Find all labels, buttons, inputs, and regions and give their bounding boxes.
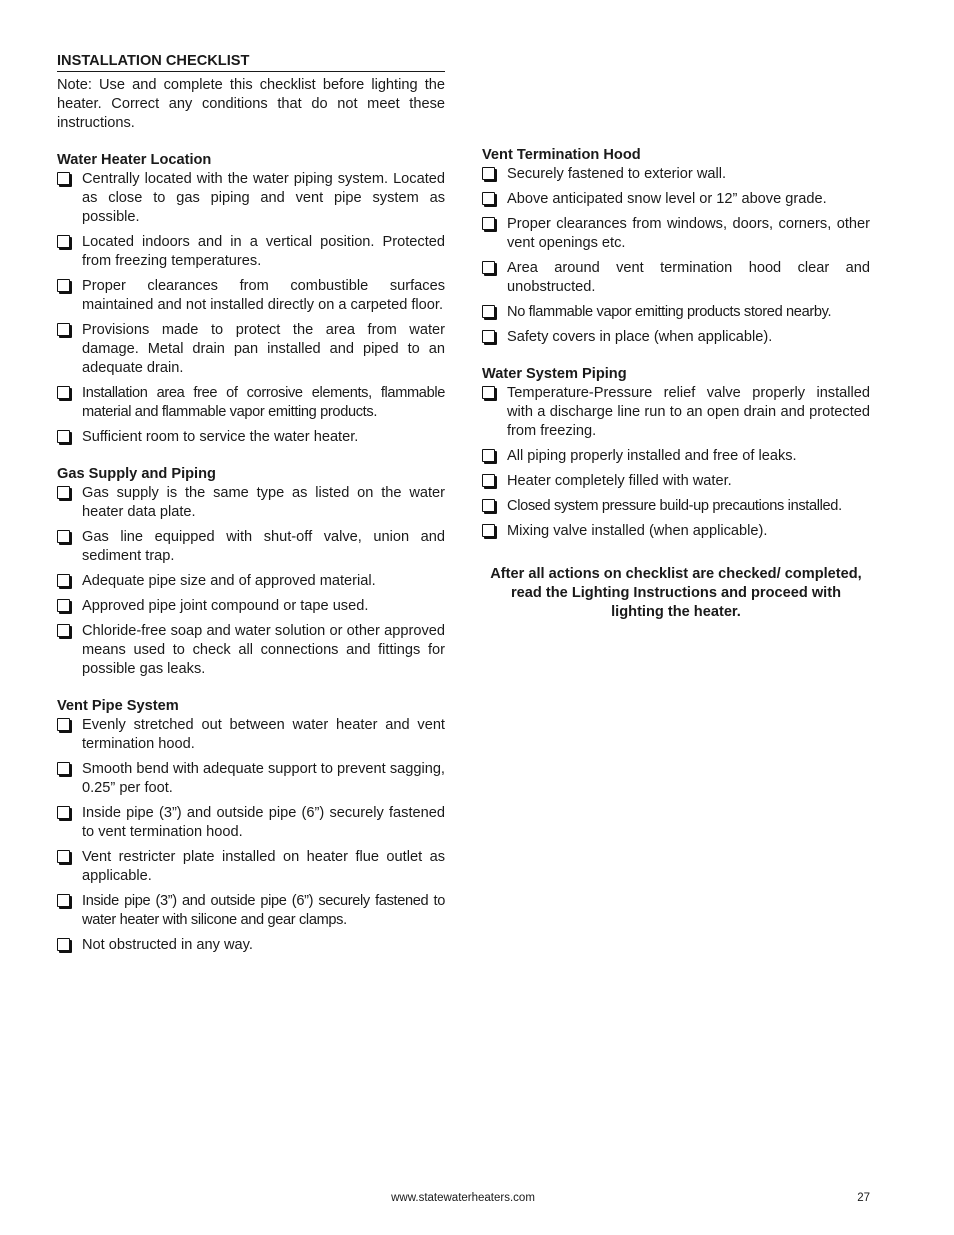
checklist-item [482,303,870,322]
checklist-item-text: Installation area free of corrosive elements, flammable material and flammable vapor emitting products. [82,385,445,420]
checklist-item-text: Not obstructed in any way. [82,937,253,953]
checkbox-icon[interactable] [482,261,495,274]
checklist-item-text: Vent restricter plate installed on heater flue outlet as applicable. [82,849,445,884]
checklist-item [57,233,445,271]
checkbox-icon[interactable] [57,172,70,185]
checklist-item [57,622,445,679]
checklist-item [57,848,445,886]
checklist-item-text: Proper clearances from combustible surfaces maintained and not installed directly on a carpeted floor. [82,278,445,313]
checklist-item-text: Located indoors and in a vertical position. Protected from freezing temperatures. [82,234,445,269]
checklist-item-text: Provisions made to protect the area from water damage. Metal drain pan installed and piped to an adequate drain. [82,322,445,376]
checkbox-icon[interactable] [57,624,70,637]
checklist-item-text: Inside pipe (3”) and outside pipe (6”) securely fastened to water heater with silicone and gear clamps. [82,893,445,928]
checklist-item-text: Heater completely filled with water. [507,473,732,489]
checkbox-icon[interactable] [57,938,70,951]
checklist-item [57,384,445,422]
checklist-item [57,321,445,378]
section-title: Water System Piping [482,366,627,382]
checkbox-icon[interactable] [482,167,495,180]
checkbox-icon[interactable] [57,530,70,543]
section-water-heater-location [57,151,445,447]
checkbox-icon[interactable] [57,850,70,863]
checklist-item-text: Sufficient room to service the water heater. [82,429,359,445]
checklist-item [482,328,870,347]
checklist-item-text: Closed system pressure build-up precautions installed. [507,498,842,514]
checklist-item-text: Safety covers in place (when applicable). [507,329,773,345]
checkbox-icon[interactable] [482,217,495,230]
checkbox-icon[interactable] [482,524,495,537]
checklist-item-text: Securely fastened to exterior wall. [507,166,727,182]
checklist-item [57,716,445,754]
checkbox-icon[interactable] [57,323,70,336]
checkbox-icon[interactable] [57,486,70,499]
checkbox-icon[interactable] [57,806,70,819]
checklist-item-text: Temperature-Pressure relief valve properly installed with a discharge line run to an open drain and protected from freezing. [507,385,870,439]
checklist-item [482,497,870,516]
checkbox-icon[interactable] [57,574,70,587]
section-gas-supply-and-piping [57,465,445,679]
checklist-item [482,447,870,466]
checkbox-icon[interactable] [482,449,495,462]
checkbox-icon[interactable] [482,474,495,487]
checklist-item [57,170,445,227]
checklist-item-text: All piping properly installed and free of leaks. [507,448,797,464]
checklist-item [57,597,445,616]
checklist-item-text: Proper clearances from windows, doors, corners, other vent openings etc. [507,216,870,251]
checklist-item [57,428,445,447]
checkbox-icon[interactable] [482,386,495,399]
page-number: 27 [857,1192,870,1204]
right-column [482,146,870,622]
checklist-item-text: Smooth bend with adequate support to prevent sagging, 0.25” per foot. [82,761,445,796]
checkbox-icon[interactable] [482,499,495,512]
checklist-item [57,892,445,930]
checklist-item [57,760,445,798]
section-title: Vent Termination Hood [482,147,641,163]
checklist-item-text: Approved pipe joint compound or tape used. [82,598,369,614]
section-title: Vent Pipe System [57,698,179,714]
checklist-item-text: Above anticipated snow level or 12” above grade. [507,191,827,207]
checklist-item-text: Mixing valve installed (when applicable). [507,523,768,539]
checklist-item [482,384,870,441]
checkbox-icon[interactable] [57,235,70,248]
checklist-item [57,572,445,591]
checkbox-icon[interactable] [57,718,70,731]
checklist-item [482,165,870,184]
footer-url: www.statewaterheaters.com [391,1192,535,1204]
checklist-item [482,522,870,541]
section-vent-termination-hood [482,146,870,347]
checklist-item [57,277,445,315]
checklist-item-text: Evenly stretched out between water heater and vent termination hood. [82,717,445,752]
checkbox-icon[interactable] [57,430,70,443]
checklist-item [57,484,445,522]
checkbox-icon[interactable] [57,762,70,775]
checklist-item [57,804,445,842]
left-column [57,52,445,955]
section-title: Water Heater Location [57,152,212,168]
checklist-item-text: Chloride-free soap and water solution or other approved means used to check all connections and fittings for possible gas leaks. [82,623,445,677]
checkbox-icon[interactable] [482,305,495,318]
checklist-item-text: Inside pipe (3”) and outside pipe (6”) securely fastened to vent termination hood. [82,805,445,840]
checkbox-icon[interactable] [482,192,495,205]
intro-note: Note: Use and complete this checklist before lighting the heater. Correct any conditions that do not meet these instructions. [57,77,445,131]
checkbox-icon[interactable] [57,386,70,399]
section-vent-pipe-system [57,697,445,955]
section-water-system-piping [482,365,870,541]
section-title: Gas Supply and Piping [57,466,216,482]
checklist-item [482,259,870,297]
page-title: INSTALLATION CHECKLIST [57,52,445,72]
checkbox-icon[interactable] [57,894,70,907]
checklist-item-text: Centrally located with the water piping system. Located as close to gas piping and vent pipe system as possible. [82,171,445,225]
checklist-item-text: No flammable vapor emitting products stored nearby. [507,304,832,320]
checkbox-icon[interactable] [57,279,70,292]
checkbox-icon[interactable] [482,330,495,343]
checklist-item-text: Gas supply is the same type as listed on the water heater data plate. [82,485,445,520]
checklist-item [57,936,445,955]
checklist-item [57,528,445,566]
checklist-item-text: Adequate pipe size and of approved material. [82,573,376,589]
checklist-item [482,472,870,491]
closing-instruction: After all actions on checklist are checked/ completed, read the Lighting Instructions and proceed with lighting the heater. [490,566,862,620]
checklist-item [482,215,870,253]
checkbox-icon[interactable] [57,599,70,612]
checklist-item-text: Gas line equipped with shut-off valve, union and sediment trap. [82,529,445,564]
checklist-item-text: Area around vent termination hood clear and unobstructed. [507,260,870,295]
checklist-item [482,190,870,209]
